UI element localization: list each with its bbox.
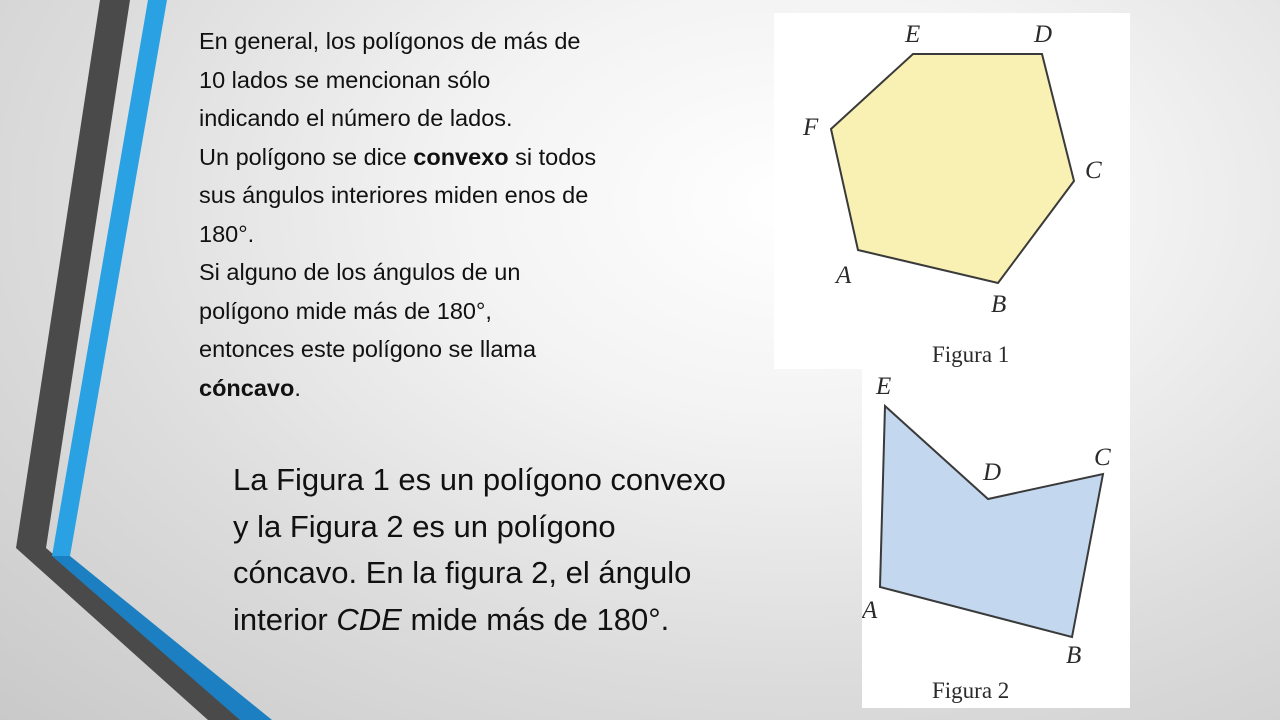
convex-polygon bbox=[831, 54, 1074, 283]
para-line-9: entonces este polígono se llama bbox=[199, 336, 537, 362]
para-line-1: En general, los polígonos de más de bbox=[199, 28, 581, 54]
vertex-label-b: B bbox=[991, 291, 1007, 318]
vertex-label-e: E bbox=[876, 373, 892, 400]
figure-1-drawing bbox=[774, 13, 1130, 369]
summary-line-1: La Figura 1 es un polígono convexo bbox=[233, 462, 726, 497]
figure-2-concave-pentagon bbox=[862, 368, 1130, 708]
para-line-4 bbox=[199, 138, 759, 177]
angle-name: CDE bbox=[336, 601, 402, 637]
para-line-7: Si alguno de los ángulos de un bbox=[199, 259, 521, 285]
vertex-label-d: D bbox=[1034, 21, 1053, 48]
vertex-label-c: C bbox=[1094, 444, 1111, 471]
para-line-6: 180°. bbox=[199, 220, 255, 247]
vertex-label-b: B bbox=[1066, 642, 1082, 669]
summary-line-2: y la Figura 2 es un polígono bbox=[233, 508, 616, 544]
summary-line-3: cóncavo. En la figura 2, el ángulo bbox=[233, 555, 692, 590]
figure-1-convex-hexagon bbox=[774, 13, 1130, 369]
summary-paragraph bbox=[233, 457, 853, 643]
para-line-3: indicando el número de lados. bbox=[199, 105, 513, 131]
vertex-label-a: A bbox=[862, 597, 878, 624]
summary-line-4-start: interior bbox=[233, 601, 337, 637]
vertex-label-f: F bbox=[803, 114, 819, 141]
para-line-5: sus ángulos interiores miden enos de bbox=[199, 182, 589, 208]
vertex-label-a: A bbox=[836, 262, 852, 289]
para-line-8: polígono mide más de 180°, bbox=[199, 297, 492, 324]
para-line-2: 10 lados se mencionan sólo bbox=[199, 66, 491, 93]
summary-line-4 bbox=[233, 597, 853, 644]
figure-1-caption: Figura 1 bbox=[932, 342, 1010, 367]
figure-2-drawing bbox=[862, 368, 1130, 708]
para-line-4-end: si todos bbox=[508, 143, 597, 170]
summary-line-4-end: mide más de 180°. bbox=[401, 601, 670, 637]
vertex-label-e: E bbox=[905, 21, 921, 48]
definition-paragraph bbox=[199, 22, 759, 407]
vertex-label-d: D bbox=[983, 459, 1002, 486]
term-concavo: cóncavo bbox=[199, 374, 295, 401]
para-line-10 bbox=[199, 369, 759, 408]
concave-polygon bbox=[880, 406, 1103, 637]
figure-2-caption: Figura 2 bbox=[932, 678, 1010, 703]
para-line-10-end: . bbox=[294, 374, 301, 401]
para-line-4-start: Un polígono se dice bbox=[199, 143, 414, 170]
term-convexo: convexo bbox=[413, 143, 509, 170]
vertex-label-c: C bbox=[1085, 157, 1102, 184]
